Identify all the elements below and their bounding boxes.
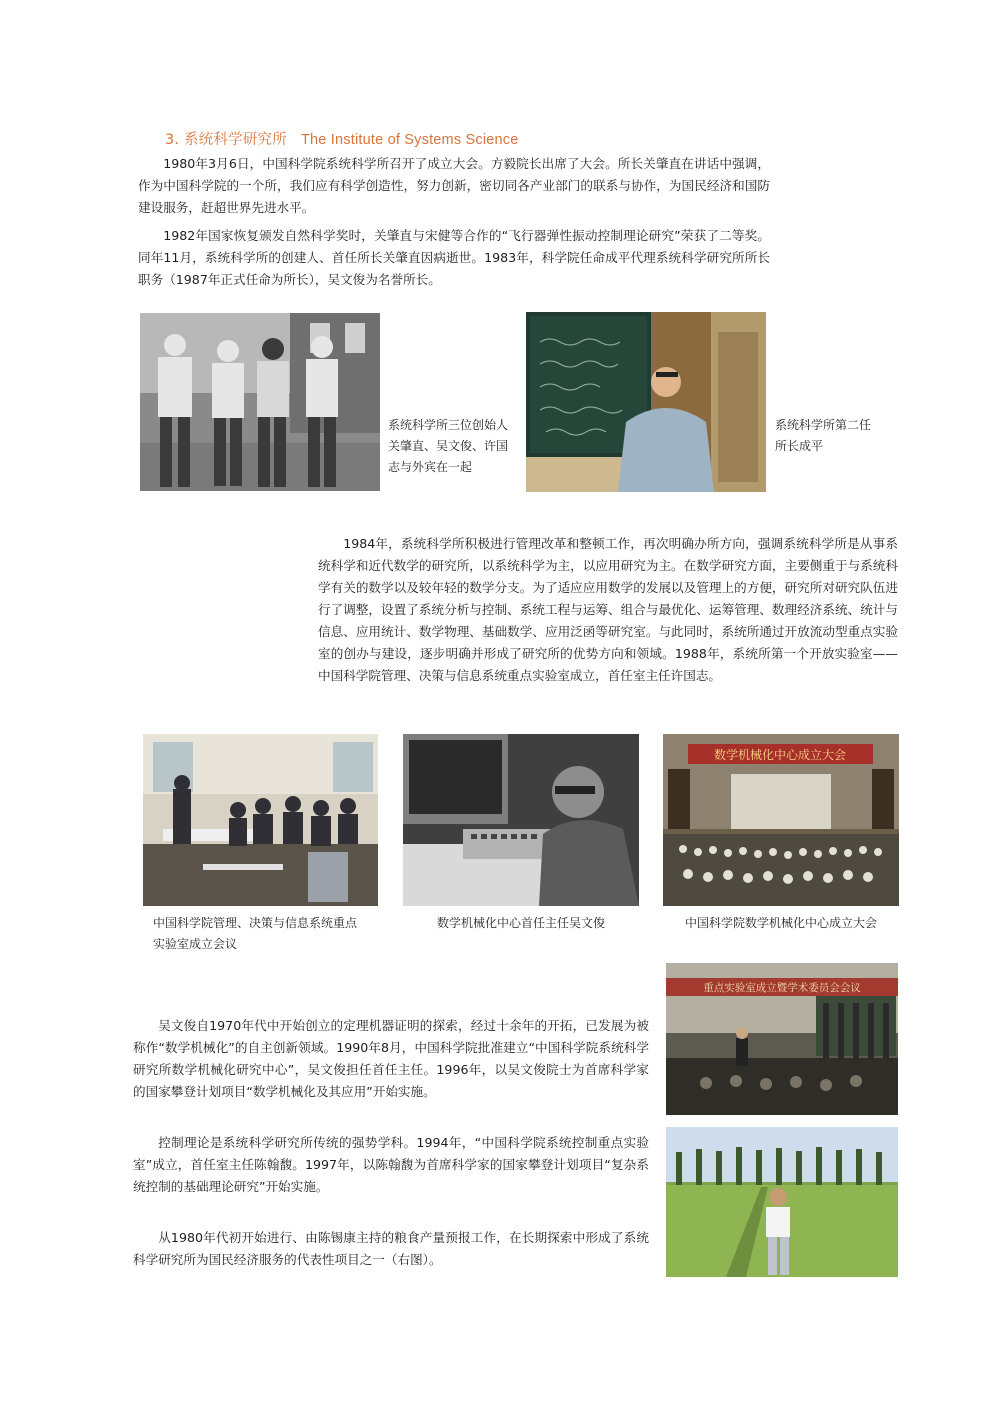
section-title-en: The Institute of Systems Science [300,132,519,148]
caption-director [775,415,915,457]
committee-banner-text: 重点实验室成立暨学术委员会会议 [703,982,861,994]
photo-rice-field [666,1127,898,1277]
center-banner-text: 数学机械化中心成立大会 [713,748,847,762]
paragraph-mechanization: 吴文俊自1970年代中开始创立的定理机器证明的探索，经过十余年的开拓，已发展为被称作“数学机械化”的自主创新领域。1990年8月，中国科学院批准建立“中国科学院系统科学研究所数学机械化研究中心”，吴文俊担任首任主任。1996年，以吴文俊院士为首席科学家的国家攀登计划项目“数学机械化及其应用”开始实施。 [133,1018,649,1099]
photo-director [526,312,766,492]
caption-lab-meeting-line-2: 实验室成立会议 [153,937,238,951]
photo-center-founding [663,734,899,906]
caption-founders [388,415,528,478]
paragraph-founding: 1980年3月6日，中国科学院系统科学所召开了成立大会。方毅院长出席了大会。所长关肇直在讲话中强调，作为中国科学院的一个所，我们应有科学创造性，努力创新，密切同各产业部门的联系与协作，为国民经济和国防建设服务，赶超世界先进水平。 [138,156,770,215]
paragraph-control-theory: 控制理论是系统科学研究所传统的强势学科。1994年，“中国科学院系统控制重点实验室”成立，首任室主任陈翰馥。1997年，以陈翰馥为首席科学家的国家攀登计划项目“复杂系统控制的基础理论研究”开始实施。 [133,1135,649,1194]
section-title-zh: 3. 系统科学研究所 [165,132,287,148]
section-title [165,128,519,149]
photo-lab-meeting [143,734,378,906]
caption-founders-line-3: 志与外宾在一起 [388,460,473,474]
caption-director-line-2: 所长成平 [775,439,824,453]
caption-founders-line-1: 系统科学所三位创始人 [388,418,509,432]
photo-founders [140,313,380,491]
photo-committee-meeting [666,963,898,1115]
caption-lab-meeting [143,913,383,955]
paragraph-award: 1982年国家恢复颁发自然科学奖时，关肇直与宋健等合作的“飞行器弹性振动控制理论研究”荣获了二等奖。同年11月，系统科学所的创建人、首任所长关肇直因病逝世。1983年，科学院任命成平代理系统科学研究所所长职务（1987年正式任命为所长），吴文俊为名誉所长。 [138,228,770,287]
caption-center-founding: 中国科学院数学机械化中心成立大会 [684,916,877,930]
caption-founders-line-2: 关肇直、吴文俊、许国 [388,439,509,453]
caption-wu-director: 数学机械化中心首任主任吴文俊 [436,916,605,930]
paragraph-grain-forecast: 从1980年代初开始进行、由陈锡康主持的粮食产量预报工作，在长期探索中形成了系统科学研究所为国民经济服务的代表性项目之一（右图）。 [133,1230,649,1267]
caption-director-line-1: 系统科学所第二任 [775,418,872,432]
paragraph-reform: 1984年，系统科学所积极进行管理改革和整顿工作，再次明确办所方向，强调系统科学所是从事系统科学和近代数学的研究所，以系统科学为主，以应用研究为主。在数学研究方面，主要侧重于与系统科学有关的数学以及较年轻的数学分支。为了适应应用数学的发展以及管理上的方便，研究所对研究队伍进行了调整，设置了系统分析与控制、系统工程与运筹、组合与最优化、运筹管理、数理经济系统、统计与信息、应用统计、数学物理、基础数学、应用泛函等研究室。与此同时，系统所通过开放流动型重点实验室的创办与建设，逐步明确并形成了研究所的优势方向和领域。1988年，系统所第一个开放实验室——中国科学院管理、决策与信息系统重点实验室成立，首任室主任许国志。 [318,536,898,683]
photo-wu-computer [403,734,639,906]
caption-lab-meeting-line-1: 中国科学院管理、决策与信息系统重点 [153,916,358,930]
